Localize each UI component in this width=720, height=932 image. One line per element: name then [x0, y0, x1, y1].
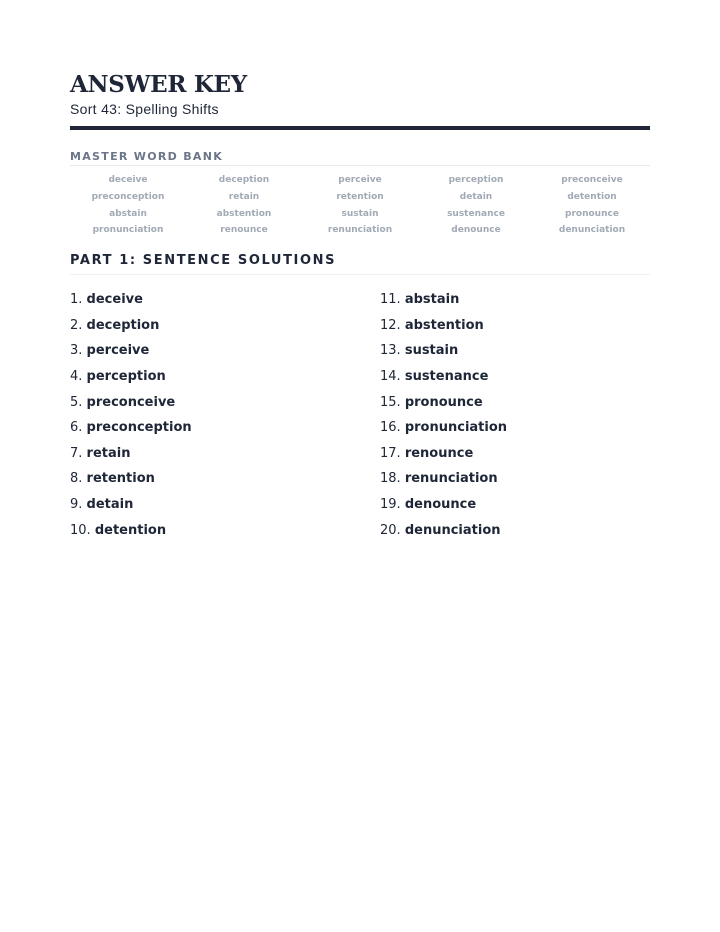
word-bank-item: sustain	[341, 208, 379, 219]
answer-word: renounce	[404, 445, 474, 461]
word-bank-item: pronounce	[565, 208, 619, 219]
answer-number: 8.	[70, 471, 83, 487]
answer-item	[380, 492, 650, 518]
word-bank-item: renounce	[220, 225, 268, 236]
answer-word: retain	[86, 445, 131, 461]
answer-item	[70, 338, 380, 364]
answer-word: denounce	[404, 496, 477, 512]
answer-number: 9.	[70, 496, 83, 512]
answer-item	[70, 466, 380, 492]
answer-word: deception	[86, 317, 160, 333]
answer-number: 12.	[380, 317, 401, 333]
word-bank-item: preconception	[91, 191, 165, 202]
answer-item	[380, 364, 650, 390]
answer-number: 18.	[380, 471, 401, 487]
word-bank-item: retain	[228, 191, 260, 202]
answer-word: detain	[86, 496, 134, 512]
answer-word: perceive	[86, 343, 150, 359]
page-subtitle: Sort 43: Spelling Shifts	[70, 101, 219, 117]
word-bank-item: deceive	[108, 175, 148, 185]
part1-heading: PART 1: SENTENCE SOLUTIONS	[70, 253, 650, 275]
answer-number: 5.	[70, 394, 83, 410]
page-title: ANSWER KEY	[70, 71, 247, 98]
answer-number: 6.	[70, 420, 83, 436]
answer-number: 11.	[380, 292, 401, 308]
answer-number: 17.	[380, 445, 401, 461]
answer-number: 16.	[380, 420, 401, 436]
answer-item	[70, 441, 380, 467]
answer-number: 7.	[70, 445, 83, 461]
answer-word: sustain	[404, 343, 459, 359]
answer-word: preconception	[86, 420, 192, 436]
answer-number: 3.	[70, 343, 83, 359]
answer-word: detention	[94, 522, 167, 538]
answer-item	[70, 415, 380, 441]
answer-number: 14.	[380, 368, 401, 384]
word-bank-item: abstain	[109, 208, 147, 219]
answer-item	[70, 518, 380, 544]
word-bank-heading: MASTER WORD BANK	[70, 150, 650, 166]
word-bank-item: detention	[567, 191, 617, 202]
answer-number: 20.	[380, 522, 401, 538]
answer-number: 1.	[70, 292, 83, 308]
word-bank-item: detain	[459, 191, 493, 202]
answer-word: perception	[86, 368, 166, 384]
answer-item	[380, 313, 650, 339]
word-bank-item: perception	[448, 175, 504, 185]
answer-word: deceive	[86, 292, 143, 308]
answer-word: denunciation	[404, 522, 501, 538]
answer-word: renunciation	[404, 471, 498, 487]
answer-item	[70, 492, 380, 518]
word-bank-item: pronunciation	[92, 225, 164, 236]
word-bank-item: abstention	[216, 208, 272, 219]
answer-number: 15.	[380, 394, 401, 410]
word-bank-item: renunciation	[327, 225, 393, 236]
answer-word: retention	[86, 471, 155, 487]
word-bank-item: preconceive	[561, 175, 623, 185]
answer-item	[380, 518, 650, 544]
answer-item	[380, 287, 650, 313]
answer-number: 13.	[380, 343, 401, 359]
answer-number: 19.	[380, 496, 401, 512]
word-bank-item: denounce	[451, 225, 501, 236]
word-bank-item: perceive	[338, 175, 382, 185]
answer-item	[70, 364, 380, 390]
answer-number: 4.	[70, 368, 83, 384]
answer-item	[70, 390, 380, 416]
answer-number: 10.	[70, 522, 91, 538]
answer-item	[380, 338, 650, 364]
answer-item	[70, 287, 380, 313]
answer-list	[70, 287, 650, 543]
answer-word: abstention	[404, 317, 484, 333]
answer-word: abstain	[404, 292, 460, 308]
answer-item	[380, 390, 650, 416]
answer-word: pronounce	[404, 394, 483, 410]
word-bank-item: denunciation	[558, 225, 626, 236]
title-divider	[70, 126, 650, 130]
answer-number: 2.	[70, 317, 83, 333]
answer-word: pronunciation	[404, 420, 508, 436]
answer-item	[380, 441, 650, 467]
answer-word: sustenance	[404, 368, 489, 384]
word-bank-item: retention	[336, 191, 384, 202]
answer-item	[380, 415, 650, 441]
word-bank-grid	[70, 172, 650, 239]
word-bank-item: sustenance	[447, 208, 505, 219]
answer-item	[70, 313, 380, 339]
answer-item	[380, 466, 650, 492]
answer-word: preconceive	[86, 394, 176, 410]
word-bank-item: deception	[218, 175, 270, 185]
